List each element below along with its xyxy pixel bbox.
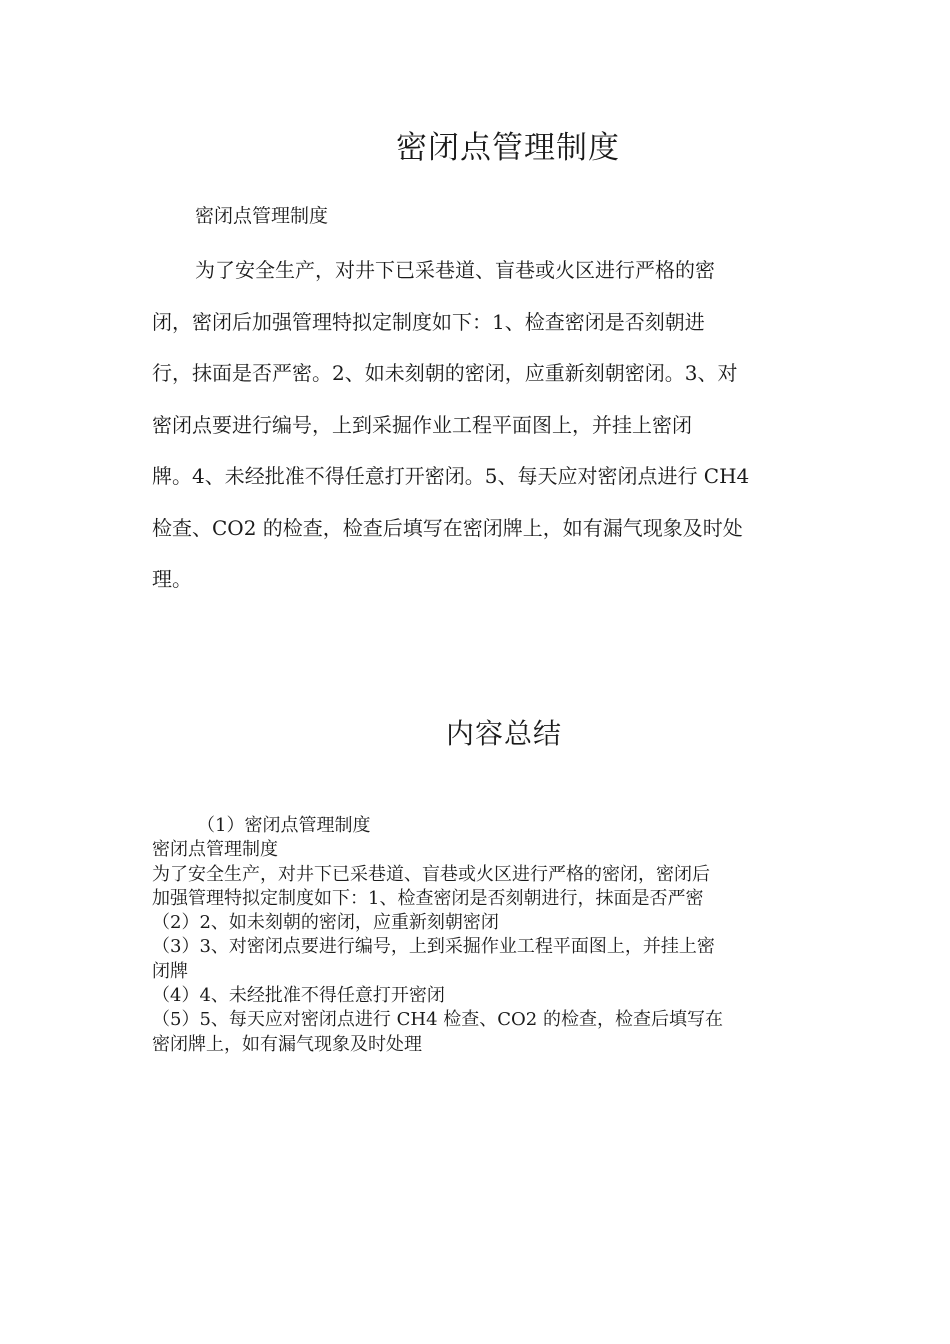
summary-line: 闭牌: [152, 960, 188, 982]
body-line: 为了安全生产，对井下已采巷道、盲巷或火区进行严格的密: [195, 258, 715, 282]
page-title: 密闭点管理制度: [396, 130, 620, 166]
summary-line: （4）4、未经批准不得任意打开密闭: [152, 985, 445, 1007]
body-line: 闭，密闭后加强管理特拟定制度如下：1、检查密闭是否刻朝进: [152, 309, 705, 334]
body-line: 理。: [152, 567, 192, 591]
summary-title: 内容总结: [445, 717, 562, 750]
summary-line: （2）2、如未刻朝的密闭，应重新刻朝密闭: [152, 912, 499, 934]
summary-line: （5）5、每天应对密闭点进行 CH4 检查、CO2 的检查，检查后填写在: [152, 1009, 723, 1031]
summary-line: （1）密闭点管理制度: [197, 815, 371, 836]
document-subtitle: 密闭点管理制度: [195, 205, 329, 227]
summary-line: 密闭牌上，如有漏气现象及时处理: [152, 1033, 422, 1055]
summary-line: 密闭点管理制度: [152, 839, 278, 861]
body-paragraph: [152, 245, 812, 606]
summary-line: （3）3、对密闭点要进行编号，上到采掘作业工程平面图上，并挂上密: [152, 936, 715, 958]
body-line: 检查、CO2 的检查，检查后填写在密闭牌上，如有漏气现象及时处: [152, 515, 743, 540]
summary-line: 为了安全生产，对井下已采巷道、盲巷或火区进行严格的密闭，密闭后: [152, 863, 710, 885]
body-line: 牌。4、未经批准不得任意打开密闭。5、每天应对密闭点进行 CH4: [152, 464, 750, 488]
body-line: 密闭点要进行编号，上到采掘作业工程平面图上，并挂上密闭: [152, 412, 692, 437]
summary-block: [152, 814, 812, 1057]
summary-line: 加强管理特拟定制度如下：1、检查密闭是否刻朝进行，抹面是否严密: [152, 887, 704, 909]
body-line: 行，抹面是否严密。2、如未刻朝的密闭，应重新刻朝密闭。3、对: [152, 361, 738, 385]
